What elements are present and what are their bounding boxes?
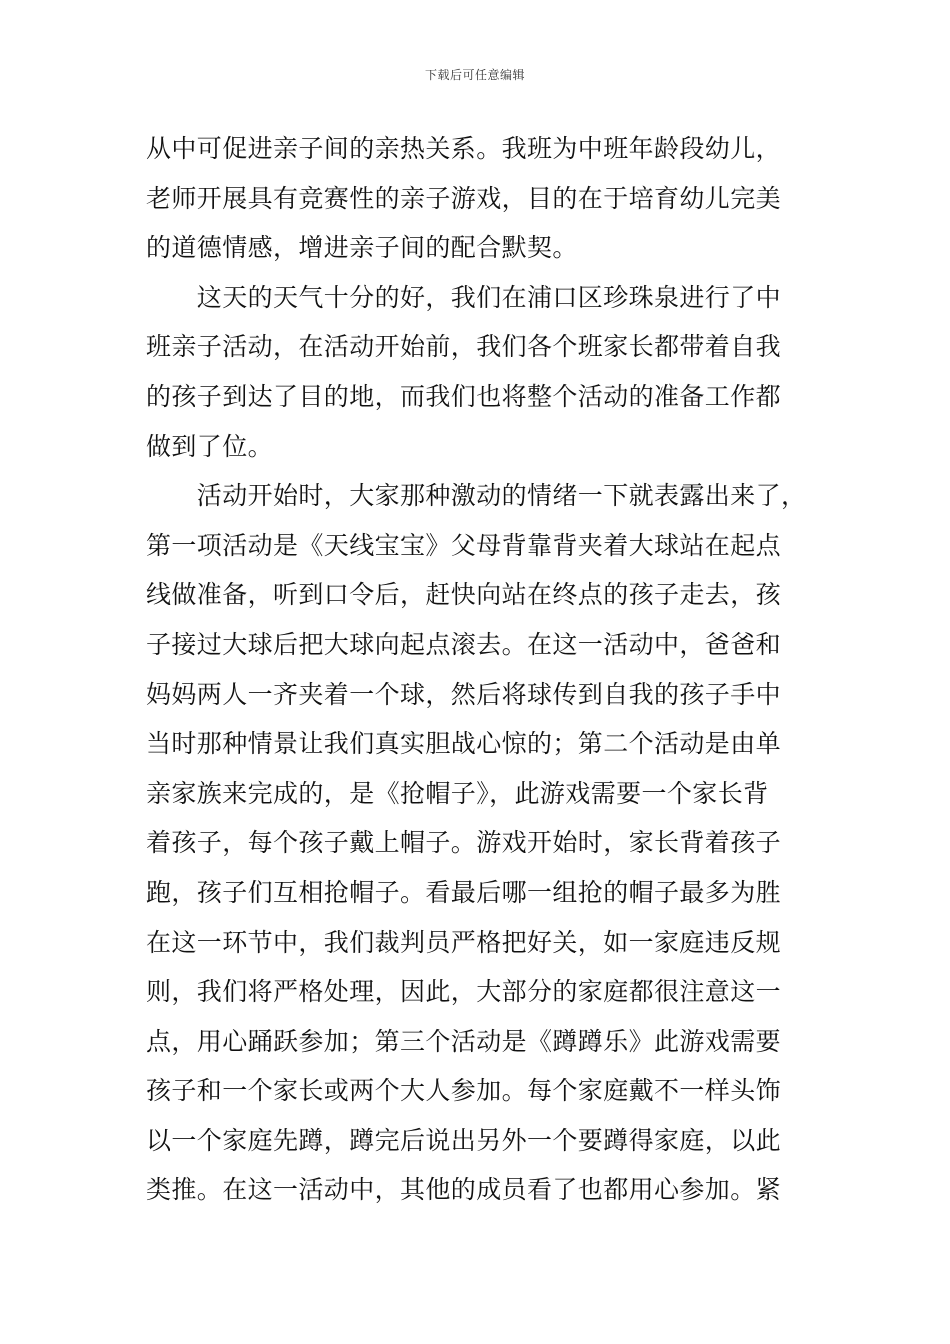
text-line: 当时那种情景让我们真实胆战心惊的；第二个活动是由单 bbox=[146, 729, 782, 759]
text-line: 这天的天气十分的好，我们在浦口区珍珠泉进行了中 bbox=[146, 282, 782, 312]
text-line: 点，用心踊跃参加；第三个活动是《蹲蹲乐》此游戏需要 bbox=[146, 1026, 782, 1056]
text-line: 以一个家庭先蹲，蹲完后说出另外一个要蹲得家庭，以此 bbox=[146, 1125, 782, 1155]
text-line: 子接过大球后把大球向起点滚去。在这一活动中，爸爸和 bbox=[146, 629, 782, 659]
text-line: 孩子和一个家长或两个大人参加。每个家庭戴不一样头饰 bbox=[146, 1076, 782, 1106]
text-line: 着孩子，每个孩子戴上帽子。游戏开始时，家长背着孩子 bbox=[146, 828, 782, 858]
text-line: 线做准备，听到口令后，赶快向站在终点的孩子走去，孩 bbox=[146, 580, 782, 610]
text-line: 班亲子活动，在活动开始前，我们各个班家长都带着自我 bbox=[146, 332, 782, 362]
text-line: 亲家族来完成的，是《抢帽子》，此游戏需要一个家长背 bbox=[146, 778, 769, 808]
text-line: 的孩子到达了目的地，而我们也将整个活动的准备工作都 bbox=[146, 381, 782, 411]
text-line: 则，我们将严格处理，因此，大部分的家庭都很注意这一 bbox=[146, 977, 782, 1007]
text-line: 在这一环节中，我们裁判员严格把好关，如一家庭违反规 bbox=[146, 927, 782, 957]
text-line: 类推。在这一活动中，其他的成员看了也都用心参加。紧 bbox=[146, 1175, 782, 1205]
text-line: 老师开展具有竞赛性的亲子游戏，目的在于培育幼儿完美 bbox=[146, 183, 782, 213]
text-line: 第一项活动是《天线宝宝》父母背靠背夹着大球站在起点 bbox=[146, 530, 782, 560]
text-line: 的道德情感，增进亲子间的配合默契。 bbox=[146, 233, 578, 263]
text-line: 活动开始时，大家那种激动的情绪一下就表露出来了， bbox=[146, 481, 807, 511]
page-header-note: 下载后可任意编辑 bbox=[424, 68, 525, 82]
document-body bbox=[146, 124, 818, 1215]
text-line: 妈妈两人一齐夹着一个球，然后将球传到自我的孩子手中 bbox=[146, 679, 782, 709]
text-line: 跑，孩子们互相抢帽子。看最后哪一组抢的帽子最多为胜 bbox=[146, 877, 782, 907]
text-line: 做到了位。 bbox=[146, 431, 274, 461]
text-line: 从中可促进亲子间的亲热关系。我班为中班年龄段幼儿， bbox=[146, 134, 782, 163]
